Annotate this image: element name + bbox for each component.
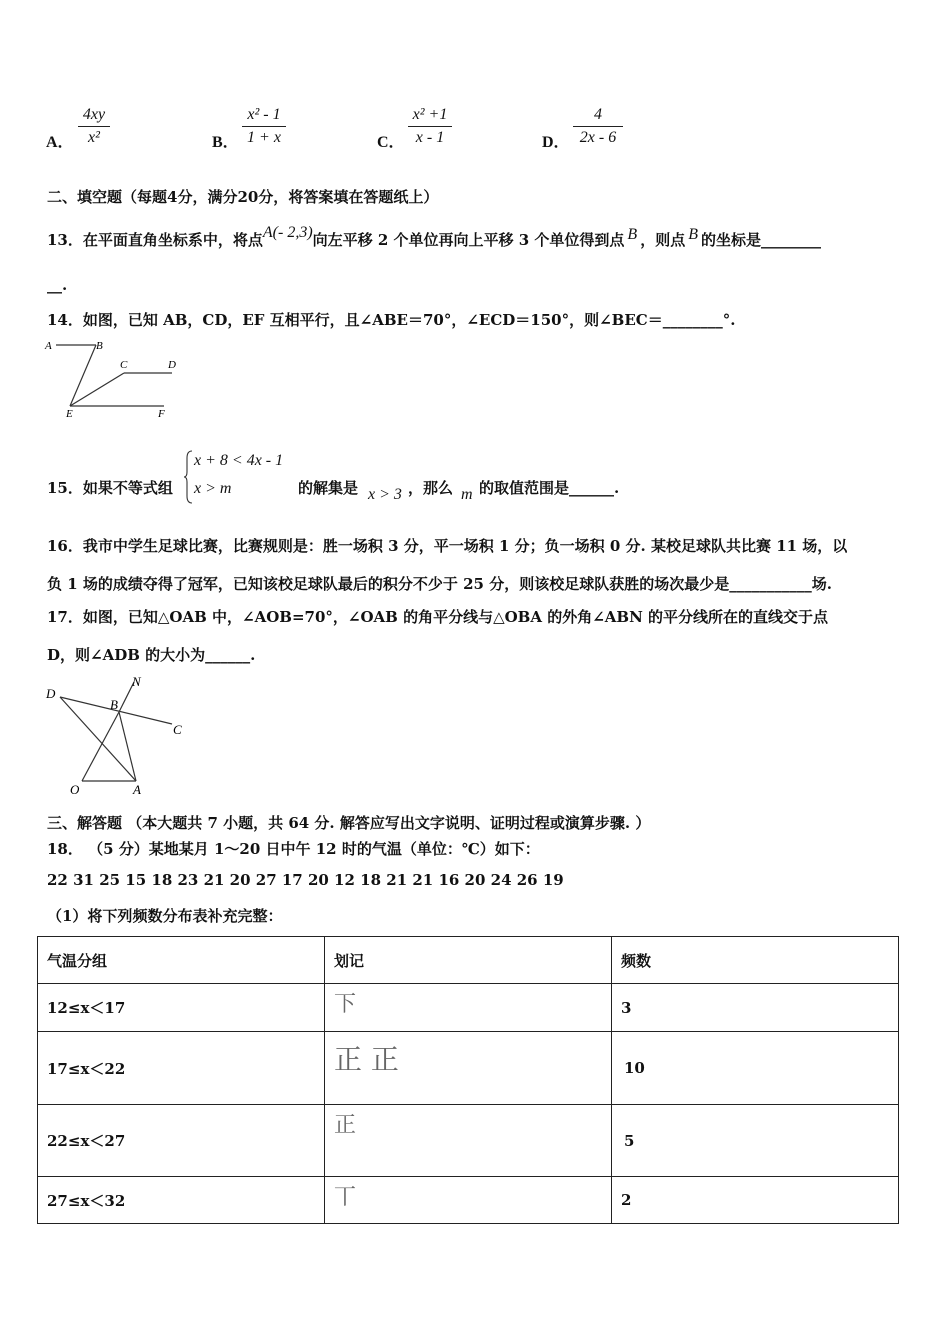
label-c: C [120, 359, 128, 371]
fraction [571, 104, 625, 149]
label-b: B [110, 697, 118, 712]
temperature-data: 22 31 25 15 18 23 21 20 27 17 20 12 18 21 21 16 20 24 26 19 [47, 871, 564, 889]
header-cell: 频数 [612, 937, 899, 984]
label-f: F [158, 408, 165, 420]
solution-set: x > 3 [368, 486, 402, 503]
table-row [38, 1105, 899, 1177]
table-row [38, 984, 899, 1032]
tally-cell [325, 1032, 612, 1105]
tally-mark: 正 [334, 1113, 357, 1138]
count-cell: 10 [612, 1032, 899, 1105]
table-row [38, 1032, 899, 1105]
label-o: O [70, 782, 80, 797]
group-cell: 27≤x＜32 [38, 1177, 325, 1224]
table-header-row [38, 937, 899, 984]
question-13 [47, 224, 821, 250]
section-title: 三、解答题 （本大题共 7 小题，共 64 分. 解答应写出文字说明、证明过程或演算步骤. ） [47, 814, 651, 832]
point-b: B [688, 226, 698, 243]
denominator: 2x - 6 [579, 129, 617, 146]
tally-cell [325, 1177, 612, 1224]
option-letter: A． [46, 134, 74, 151]
frequency-table [37, 936, 899, 1224]
option-letter: C． [377, 134, 405, 151]
triangle-figure [40, 672, 200, 800]
tally-mark: 下 [334, 992, 357, 1017]
label-e: E [66, 408, 73, 420]
label-b: B [96, 340, 103, 352]
q15-suffix: 的取值范围是______. [479, 479, 620, 497]
tally-mark: 正 正 [334, 1043, 399, 1076]
table-row [38, 1177, 899, 1224]
label-a: A [133, 782, 141, 797]
q13-text: 向左平移 2 个单位再向上平移 3 个单位得到点 [312, 231, 625, 249]
q15-mid: 的解集是 [298, 479, 359, 497]
question-16-line2: 负 1 场的成绩夺得了冠军，已知该校足球队最后的积分不少于 25 分，则该校足球队获胜的场次最少是___________场. [47, 575, 832, 593]
sub-question-1: （1）将下列频数分布表补充完整： [47, 907, 283, 925]
fraction [406, 104, 454, 149]
question-18: 18． （5 分）某地某月 1～20 日中午 12 时的气温（单位：℃）如下： [47, 840, 540, 858]
tally-mark: 丅 [334, 1185, 357, 1210]
group-cell: 12≤x＜17 [38, 984, 325, 1032]
label-a: A [45, 340, 52, 352]
section-title: 二、填空题（每题4分，满分20分，将答案填在答题纸上） [47, 188, 439, 206]
q15-mid2: ，那么 [408, 479, 454, 497]
q13-text: ，则点 [640, 231, 686, 249]
fraction [240, 104, 288, 149]
q13-text: 的坐标是________ [701, 231, 822, 249]
group-cell: 17≤x＜22 [38, 1032, 325, 1105]
numerator: x² - 1 [247, 106, 281, 123]
question-17-line2: D，则∠ADB 的大小为______. [47, 646, 256, 664]
denominator: 1 + x [247, 129, 281, 146]
inequality-1: x + 8 < 4x - 1 [194, 452, 284, 469]
header-cell: 气温分组 [38, 937, 325, 984]
q13-blank-continued: __. [47, 276, 68, 294]
numerator: 4 [594, 106, 602, 123]
option-letter: D． [542, 134, 570, 151]
count-cell: 3 [612, 984, 899, 1032]
inequality-2: x > m [194, 480, 232, 497]
option-letter: B． [212, 134, 239, 151]
question-16-line1: 16．我市中学生足球比赛，比赛规则是：胜一场积 3 分，平一场积 1 分；负一场积 0 分. 某校足球队共比赛 11 场，以 [47, 537, 848, 555]
count-cell: 5 [612, 1105, 899, 1177]
denominator: x - 1 [415, 129, 445, 146]
question-17-line1: 17．如图，已知△OAB 中，∠AOB=70°，∠OAB 的角平分线与△OBA 的外角∠ABN 的平分线所在的直线交于点 [47, 608, 829, 626]
parallel-lines-figure [40, 336, 190, 420]
q13-text: 13．在平面直角坐标系中，将点 [47, 231, 263, 249]
point-b: B [627, 226, 638, 243]
question-14: 14．如图，已知 AB，CD，EF 互相平行，且∠ABE＝70°，∠ECD＝150°，则∠BEC＝________°. [47, 311, 736, 329]
label-c: C [173, 722, 182, 737]
denominator: x² [88, 129, 100, 146]
point-a: A(- 2,3) [262, 224, 313, 241]
numerator: x² +1 [412, 106, 448, 123]
variable-m: m [461, 486, 473, 503]
fraction [76, 104, 112, 149]
brace [184, 450, 194, 504]
header-cell: 划记 [325, 937, 612, 984]
count-cell: 2 [612, 1177, 899, 1224]
tally-cell [325, 1105, 612, 1177]
label-n: N [132, 674, 141, 689]
numerator: 4xy [82, 106, 106, 123]
label-d: D [46, 686, 56, 701]
tally-cell [325, 984, 612, 1032]
label-d: D [168, 359, 176, 371]
q15-prefix: 15．如果不等式组 [47, 479, 173, 497]
group-cell: 22≤x＜27 [38, 1105, 325, 1177]
